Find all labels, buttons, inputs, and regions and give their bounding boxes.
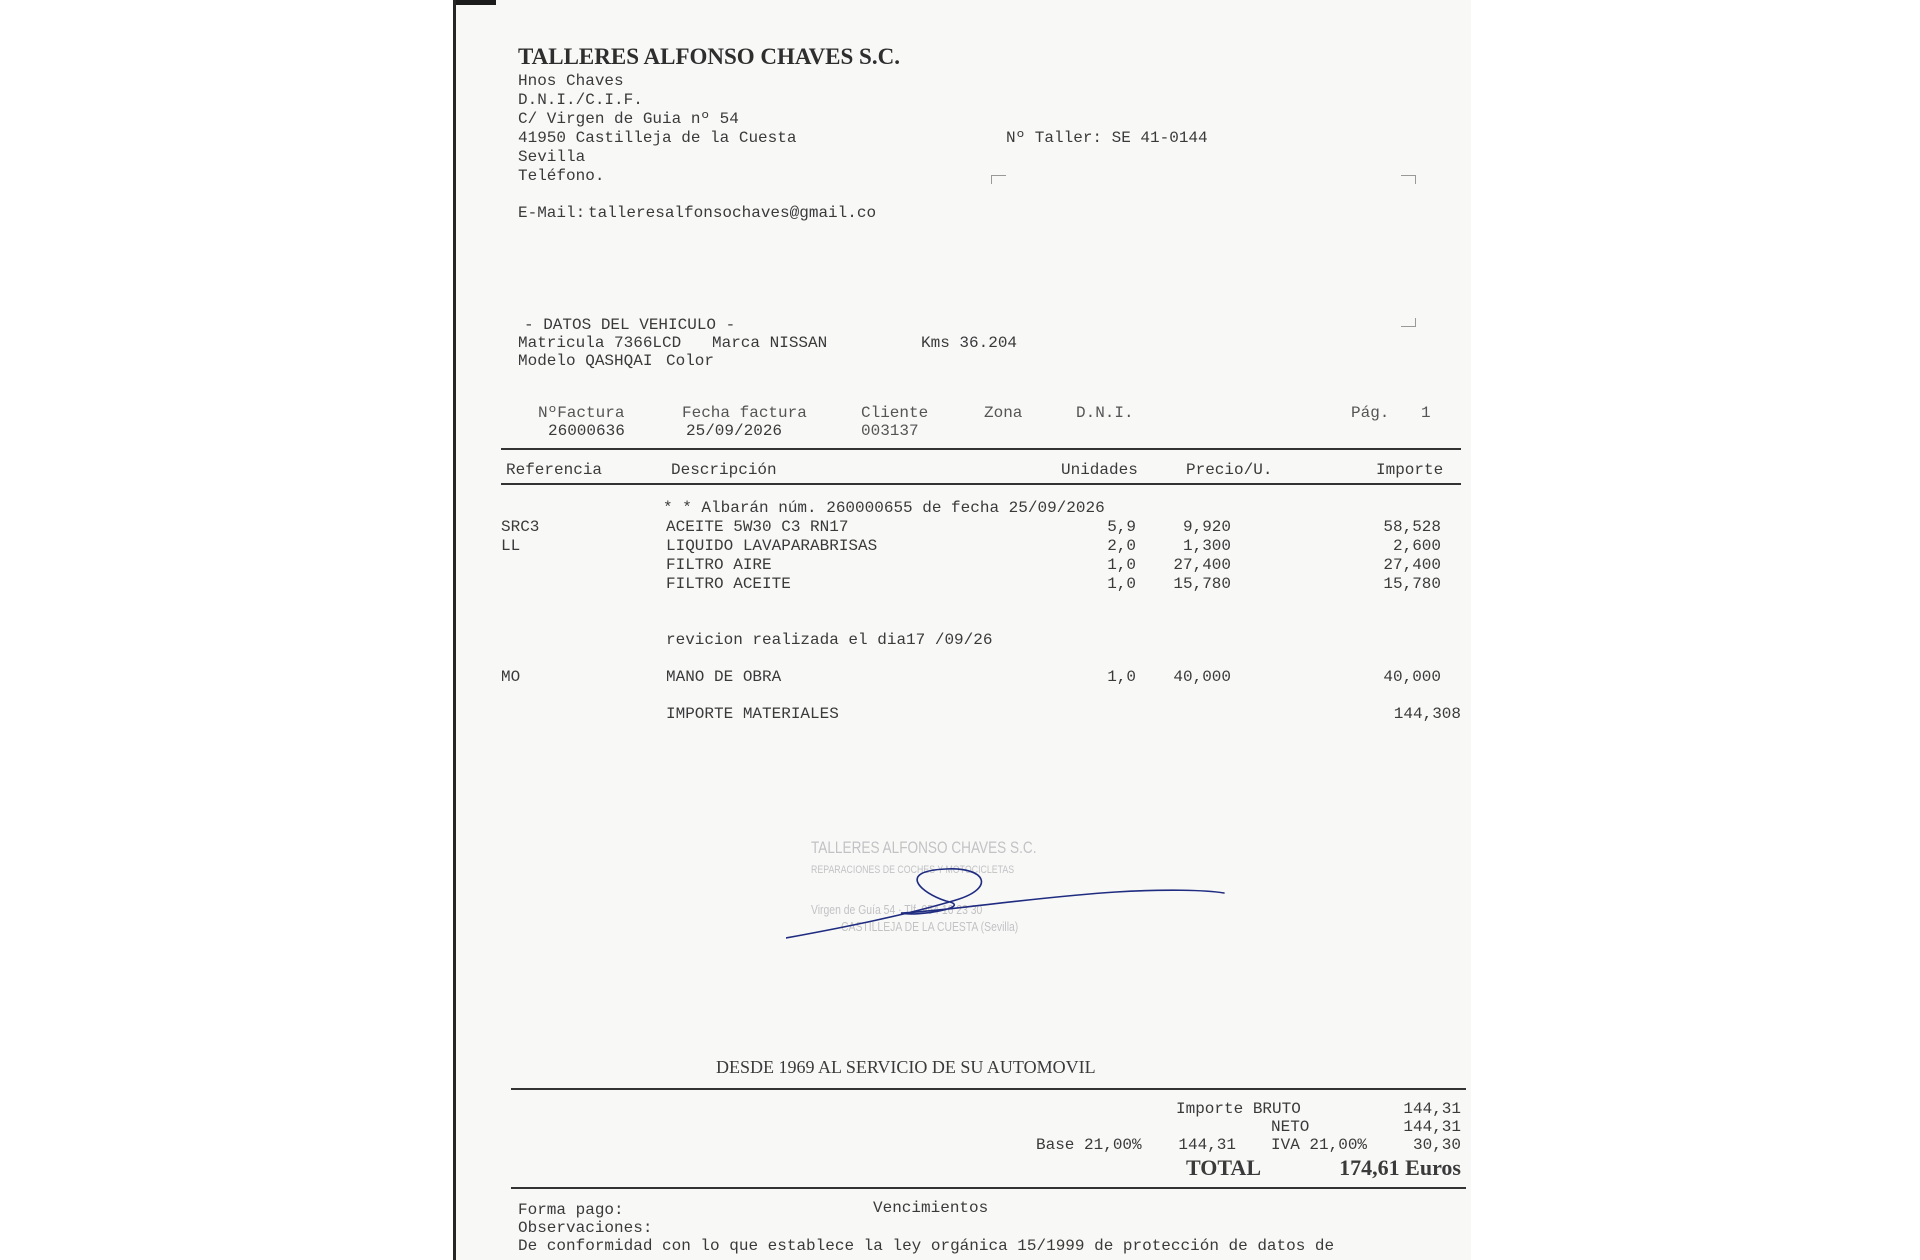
vehicle-brand: Marca NISSAN [712, 334, 828, 352]
iva-label: IVA 21,00% [1271, 1136, 1368, 1154]
vehicle-heading: - DATOS DEL VEHICULO - [524, 316, 736, 334]
total-label: TOTAL [1186, 1155, 1261, 1180]
invoice-page-number: 1 [1421, 404, 1431, 422]
company-dni: D.N.I./C.I.F. [518, 91, 643, 109]
stamp-line: TALLERES ALFONSO CHAVES S.C. [811, 838, 1037, 857]
invoice-client-label: Cliente [861, 404, 929, 422]
vehicle-color: Color [666, 352, 715, 370]
row-description: MANO DE OBRA [666, 668, 782, 686]
totals-top-rule [511, 1088, 1466, 1090]
invoice-dni-label: D.N.I. [1076, 404, 1134, 422]
invoice-date-label: Fecha factura [682, 404, 807, 422]
row-reference: LL [501, 537, 521, 555]
service-note: revicion realizada el dia17 /09/26 [666, 631, 993, 649]
payment-label: Forma pago: [518, 1201, 624, 1219]
row-reference: MO [501, 668, 521, 686]
vehicle-kms: Kms 36.204 [921, 334, 1018, 352]
row-units: 2,0 [1107, 537, 1136, 555]
invoice-number-label: NºFactura [538, 404, 625, 422]
base-value: 144,31 [1178, 1136, 1236, 1154]
row-amount: 27,400 [1383, 556, 1441, 574]
due-label: Vencimientos [873, 1199, 989, 1217]
company-address: C/ Virgen de Guia nº 54 [518, 110, 739, 128]
company-name: TALLERES ALFONSO CHAVES S.C. [518, 44, 900, 69]
company-province: Sevilla [518, 148, 586, 166]
table-top-rule [501, 448, 1461, 450]
row-amount: 40,000 [1383, 668, 1441, 686]
row-description: FILTRO ACEITE [666, 575, 791, 593]
row-amount: 15,780 [1383, 575, 1441, 593]
col-header-reference: Referencia [506, 461, 603, 479]
col-header-price: Precio/U. [1186, 461, 1273, 479]
row-price: 40,000 [1173, 668, 1231, 686]
row-description: FILTRO AIRE [666, 556, 772, 574]
invoice-paper [453, 0, 1471, 1260]
row-price: 15,780 [1173, 575, 1231, 593]
col-header-description: Descripción [671, 461, 777, 479]
row-units: 1,0 [1107, 575, 1136, 593]
stamp-line: Virgen de Guía 54 · Tlf. 954 16 23 30 [811, 902, 983, 917]
window-corner-mark [1401, 175, 1416, 184]
row-price: 1,300 [1182, 537, 1231, 555]
stamp-line: REPARACIONES DE COCHES Y MOTOCICLETAS [811, 864, 1015, 876]
stamp-line: CASTILLEJA DE LA CUESTA (Sevilla) [841, 919, 1019, 934]
invoice-date: 25/09/2026 [686, 422, 783, 440]
neto-value: 144,31 [1403, 1118, 1461, 1136]
invoice-zone-label: Zona [984, 404, 1023, 422]
materials-amount: 144,308 [1393, 705, 1461, 723]
company-phone: Teléfono. [518, 167, 605, 185]
row-reference: SRC3 [501, 518, 540, 536]
slogan: DESDE 1969 AL SERVICIO DE SU AUTOMOVIL [716, 1057, 1096, 1077]
row-units: 1,0 [1107, 668, 1136, 686]
window-corner-mark [1401, 318, 1416, 327]
neto-label: NETO [1271, 1118, 1310, 1136]
invoice-client: 003137 [861, 422, 919, 440]
row-amount: 2,600 [1392, 537, 1441, 555]
row-price: 9,920 [1182, 518, 1231, 536]
totals-bottom-rule [511, 1187, 1466, 1189]
company-email: talleresalfonsochaves@gmail.co [588, 204, 877, 222]
company-owner: Hnos Chaves [518, 72, 624, 90]
company-email-label: E-Mail: [518, 204, 586, 222]
albaran-line: * * Albarán núm. 260000655 de fecha 25/09/2026 [663, 499, 1105, 517]
legal-text: De conformidad con lo que establece la ley orgánica 15/1999 de protección de datos de [518, 1237, 1335, 1255]
row-price: 27,400 [1173, 556, 1231, 574]
window-corner-mark [991, 175, 1006, 184]
signature [786, 855, 1226, 955]
iva-value: 30,30 [1412, 1136, 1461, 1154]
observations-label: Observaciones: [518, 1219, 653, 1237]
col-header-units: Unidades [1061, 461, 1138, 479]
row-units: 1,0 [1107, 556, 1136, 574]
bruto-label: Importe BRUTO [1176, 1100, 1301, 1118]
col-header-amount: Importe [1376, 461, 1444, 479]
workshop-number: Nº Taller: SE 41-0144 [1006, 129, 1208, 147]
bruto-value: 144,31 [1403, 1100, 1461, 1118]
row-units: 5,9 [1107, 518, 1136, 536]
row-description: LIQUIDO LAVAPARABRISAS [666, 537, 878, 555]
table-header-rule [501, 483, 1461, 485]
row-description: ACEITE 5W30 C3 RN17 [666, 518, 849, 536]
vehicle-plate: Matricula 7366LCD [518, 334, 682, 352]
invoice-page-label: Pág. [1351, 404, 1390, 422]
company-city: 41950 Castilleja de la Cuesta [518, 129, 797, 147]
materials-label: IMPORTE MATERIALES [666, 705, 839, 723]
row-amount: 58,528 [1383, 518, 1441, 536]
invoice-number: 26000636 [548, 422, 625, 440]
base-label: Base 21,00% [1036, 1136, 1142, 1154]
total-value: 174,61 Euros [1339, 1155, 1461, 1180]
vehicle-model: Modelo QASHQAI [518, 352, 653, 370]
